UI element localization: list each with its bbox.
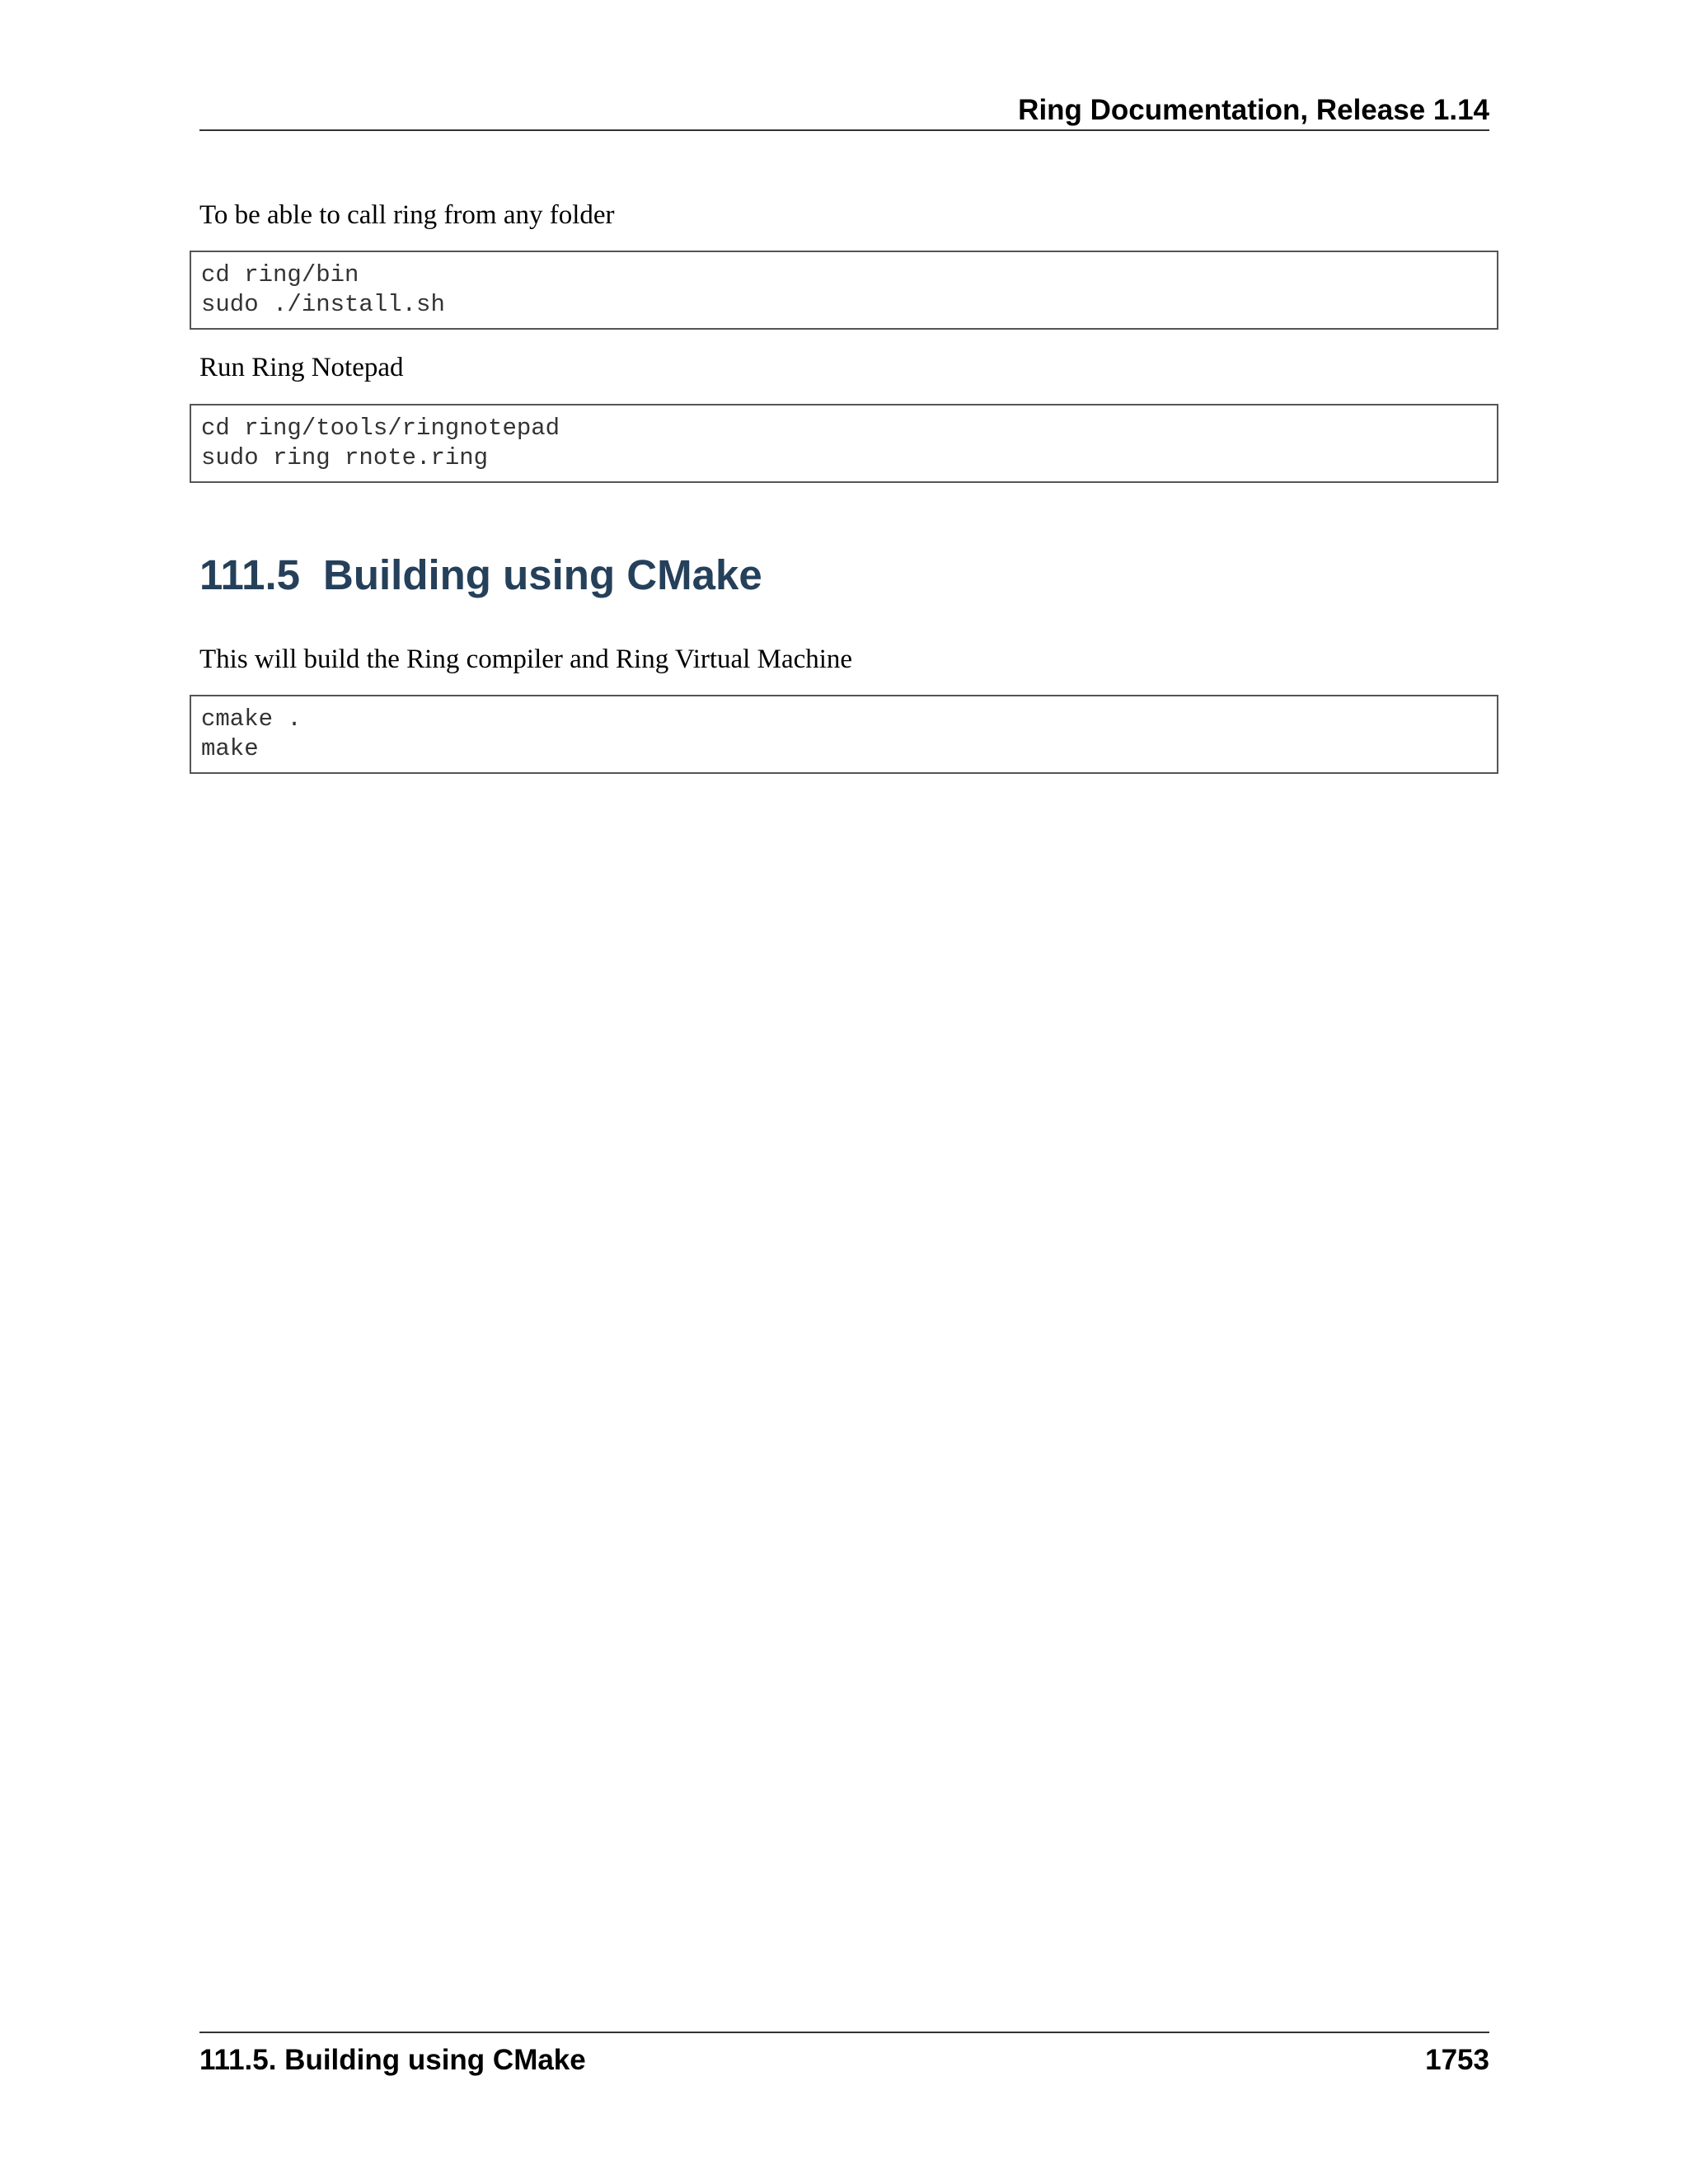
footer-section-label: 111.5. Building using CMake	[199, 2044, 586, 2076]
code-line: cd ring/tools/ringnotepad	[201, 415, 560, 442]
code-block-cmake	[190, 695, 1498, 774]
code-line: cmake .	[201, 705, 302, 733]
code-line: cd ring/bin	[201, 261, 359, 288]
footer-rule	[199, 2032, 1489, 2033]
footer-page-number: 1753	[1425, 2044, 1489, 2076]
running-header-title: Ring Documentation, Release 1.14	[1018, 94, 1489, 126]
code-line: sudo ./install.sh	[201, 291, 445, 318]
paragraph-call-ring: To be able to call ring from any folder	[199, 200, 615, 230]
header-rule	[199, 129, 1489, 131]
code-line: make	[201, 735, 259, 762]
code-block-install	[190, 251, 1498, 330]
section-title: Building using CMake	[323, 551, 762, 598]
section-number: 111.5	[199, 551, 300, 598]
code-block-notepad	[190, 404, 1498, 483]
paragraph-run-notepad: Run Ring Notepad	[199, 353, 404, 382]
code-line: sudo ring rnote.ring	[201, 444, 489, 471]
section-heading	[199, 551, 762, 599]
paragraph-build-description: This will build the Ring compiler and Ring Virtual Machine	[199, 644, 853, 674]
